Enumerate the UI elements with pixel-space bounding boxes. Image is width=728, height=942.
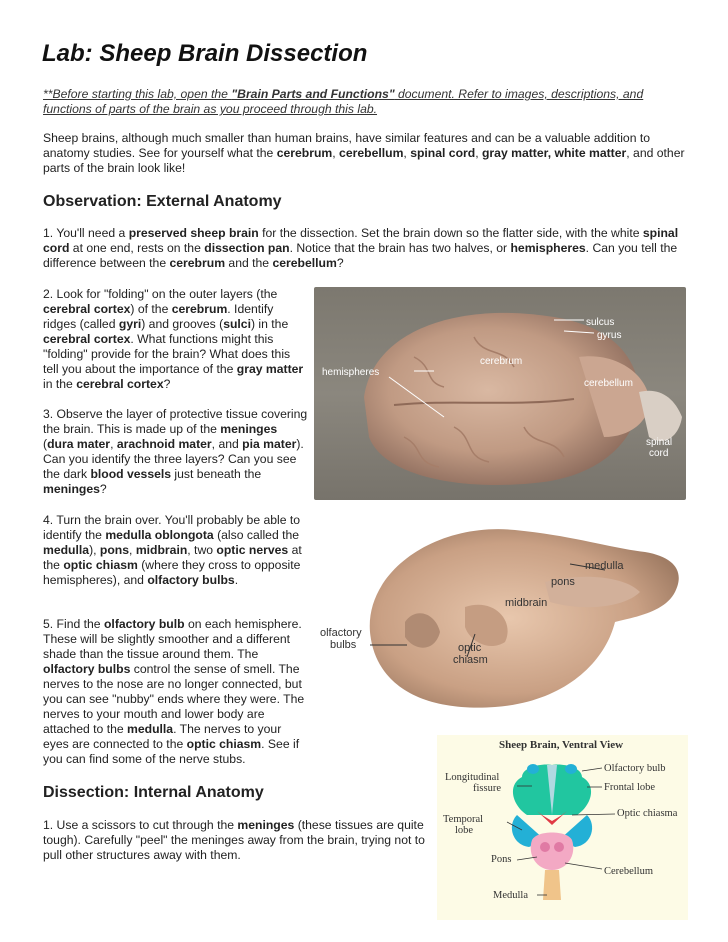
label-cerebellum: cerebellum: [584, 378, 633, 389]
label-pons: Pons: [491, 854, 512, 865]
step-1: 1. You'll need a preserved sheep brain for the dissection. Set the brain down so the flatter side, with the white spinal cord at one end, rests on the dissection pan. Notice that the brain has two halves, or hemispheres. Can you tell the difference between the cerebrum and the cerebellum?: [43, 226, 679, 270]
intro-note: **Before starting this lab, open the "Brain Parts and Functions" document. Refer to images, descriptions, and functions of parts of the brain as you proceed through this lab.: [43, 87, 644, 116]
label-olfactory-bulb: Olfactory bulb: [604, 763, 666, 774]
intro-paragraph: Sheep brains, although much smaller than human brains, have similar features and can be a valuable addition to anatomy studies. See for yourself what the cerebrum, cerebellum, spinal cord, gray matter, white matter, and other parts of the brain look like!: [43, 131, 685, 175]
step-internal-1: 1. Use a scissors to cut through the meninges (these tissues are quite tough). Carefully "peel" the meninges away from the brain, trying not to pull other structures away with them.: [43, 818, 425, 862]
label-pons: pons: [551, 576, 575, 588]
dorsal-brain-drawing: [314, 287, 686, 500]
label-longitudinal-2: fissure: [473, 783, 501, 794]
label-medulla: medulla: [585, 560, 624, 572]
label-medulla: Medulla: [493, 890, 528, 901]
label-cerebrum: cerebrum: [480, 356, 523, 367]
label-optic-chiasma: Optic chiasma: [617, 808, 678, 819]
label-frontal-lobe: Frontal lobe: [604, 782, 656, 793]
label-spinal-1: spinal: [646, 437, 673, 448]
section-internal-heading: Dissection: Internal Anatomy: [43, 784, 264, 801]
ventral-brain-photo: [315, 512, 690, 717]
step-4: 4. Turn the brain over. You'll probably be able to identify the medulla oblongota (also called the medulla), pons, midbrain, two optic nerves at the optic chiasm (where they cross to opposite hemispheres), and olfactory bulbs.: [43, 513, 302, 587]
label-midbrain: midbrain: [505, 597, 548, 609]
step-3: 3. Observe the layer of protective tissue covering the brain. This is made up of the meninges (dura mater, arachnoid mater, and pia mater). Can you identify the three layers? Can you see the dark blood vessels just beneath the meninges?: [43, 407, 308, 496]
ventral-brain-drawing: [315, 512, 690, 717]
step-5: 5. Find the olfactory bulb on each hemisphere. These will be slightly smoother and a different shade than the tissue around them. The olfactory bulbs control the sense of smell. The nerves to the nose are no longer connected, but you can see "nubby" ends where they were. The nerves to your mouth and lower body are attached to the medulla. The nerves to your eyes are connected to the optic chiasm. See if you can find some of the nerve stubs.: [43, 617, 305, 766]
label-hemispheres: hemispheres: [322, 367, 380, 378]
label-longitudinal-1: Longitudinal: [445, 772, 500, 783]
page-title: Lab: Sheep Brain Dissection: [42, 40, 368, 67]
label-optic-2: chiasm: [453, 654, 488, 666]
label-gyrus: gyrus: [597, 330, 622, 341]
label-spinal-2: cord: [649, 448, 669, 459]
step-2: 2. Look for "folding" on the outer layers (the cerebral cortex) of the cerebrum. Identify ridges (called gyri) and grooves (sulci) in the cerebral cortex. What functions might this "folding" provide for the brain? What does this tell you about the importance of the gray matter in the cerebral cortex?: [43, 287, 304, 391]
doc-reference[interactable]: "Brain Parts and Functions": [231, 87, 395, 101]
label-temporal-1: Temporal: [443, 814, 484, 825]
label-cerebellum: Cerebellum: [604, 866, 653, 877]
label-olfactory-2: bulbs: [330, 639, 357, 651]
label-olfactory-1: olfactory: [320, 627, 362, 639]
section-external-heading: Observation: External Anatomy: [43, 193, 282, 210]
ventral-view-diagram: [437, 735, 688, 920]
label-optic-1: optic: [458, 642, 482, 654]
diagram-title: Sheep Brain, Ventral View: [499, 739, 624, 751]
label-temporal-2: lobe: [455, 825, 474, 836]
dorsal-brain-photo: [314, 287, 686, 500]
label-sulcus: sulcus: [586, 317, 615, 328]
